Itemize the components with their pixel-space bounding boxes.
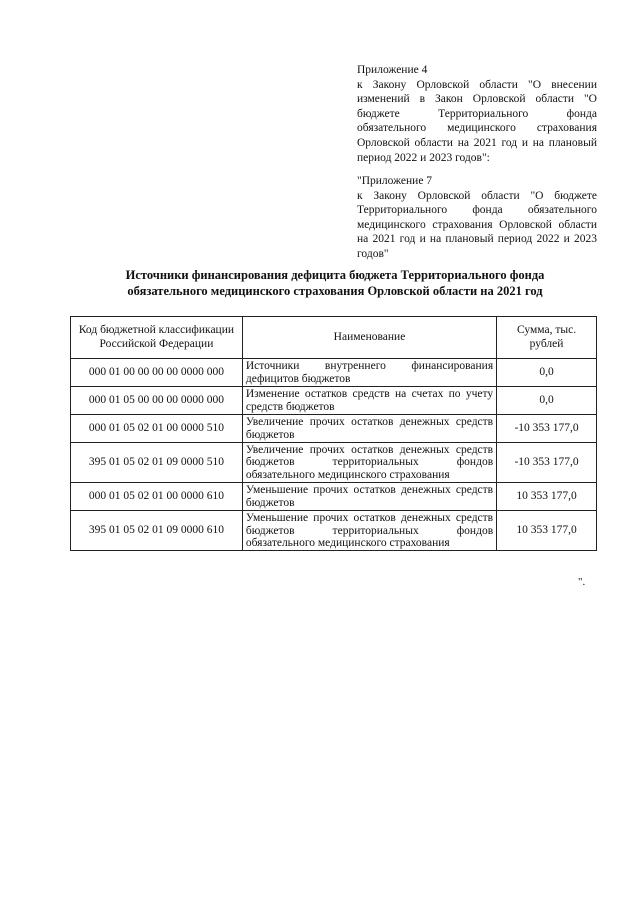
table-row [71, 387, 597, 415]
table-header-row [71, 317, 597, 359]
row-name: Изменение остатков средств на счетах по учету средств бюджетов [242, 387, 496, 415]
annex-4-heading: Приложение 4 [357, 64, 428, 76]
table-row [71, 359, 597, 387]
annex-7-heading: "Приложение 7 [357, 175, 433, 187]
row-sum: 10 353 177,0 [497, 511, 597, 551]
table-row [71, 443, 597, 483]
row-sum: 0,0 [497, 359, 597, 387]
table-row [71, 483, 597, 511]
row-code: 395 01 05 02 01 09 0000 510 [71, 443, 243, 483]
annex-7-header [357, 174, 597, 262]
row-code: 000 01 05 02 01 00 0000 610 [71, 483, 243, 511]
row-sum: -10 353 177,0 [497, 443, 597, 483]
row-sum: 0,0 [497, 387, 597, 415]
annex-7-text: к Закону Орловской области "О бюджете Территориального фонда обязательного медицинского страхования Орловской области на 2021 год и на плановый период 2022 и 2023 годов" [357, 189, 597, 260]
header-sum: Сумма, тыс. рублей [497, 317, 597, 359]
table-row [71, 511, 597, 551]
annex-4-text: к Закону Орловской области "О внесении изменений в Закон Орловской области "О бюджете Территориального фонда обязательного медицинского страхования Орловской области на 2021 год и на плановый период 2022 и 2023 годов": [357, 78, 597, 164]
header-code: Код бюджетной классификации Российской Федерации [71, 317, 243, 359]
row-name: Уменьшение прочих остатков денежных средств бюджетов [242, 483, 496, 511]
document-title: Источники финансирования дефицита бюджета Территориального фонда обязательного медицинского страхования Орловской области на 2021 год [125, 268, 545, 298]
row-sum: -10 353 177,0 [497, 415, 597, 443]
row-name: Увеличение прочих остатков денежных средств бюджетов территориальных фондов обязательного медицинского страхования [242, 443, 496, 483]
closing-quote-mark: ". [578, 576, 586, 588]
annex-4-header [357, 63, 597, 165]
row-name: Увеличение прочих остатков денежных средств бюджетов [242, 415, 496, 443]
row-code: 000 01 05 02 01 00 0000 510 [71, 415, 243, 443]
row-code: 000 01 05 00 00 00 0000 000 [71, 387, 243, 415]
row-code: 395 01 05 02 01 09 0000 610 [71, 511, 243, 551]
header-name: Наименование [242, 317, 496, 359]
row-sum: 10 353 177,0 [497, 483, 597, 511]
financing-sources-table [70, 316, 597, 551]
row-name: Уменьшение прочих остатков денежных средств бюджетов территориальных фондов обязательного медицинского страхования [242, 511, 496, 551]
table-row [71, 415, 597, 443]
row-name: Источники внутреннего финансирования дефицитов бюджетов [242, 359, 496, 387]
row-code: 000 01 00 00 00 00 0000 000 [71, 359, 243, 387]
